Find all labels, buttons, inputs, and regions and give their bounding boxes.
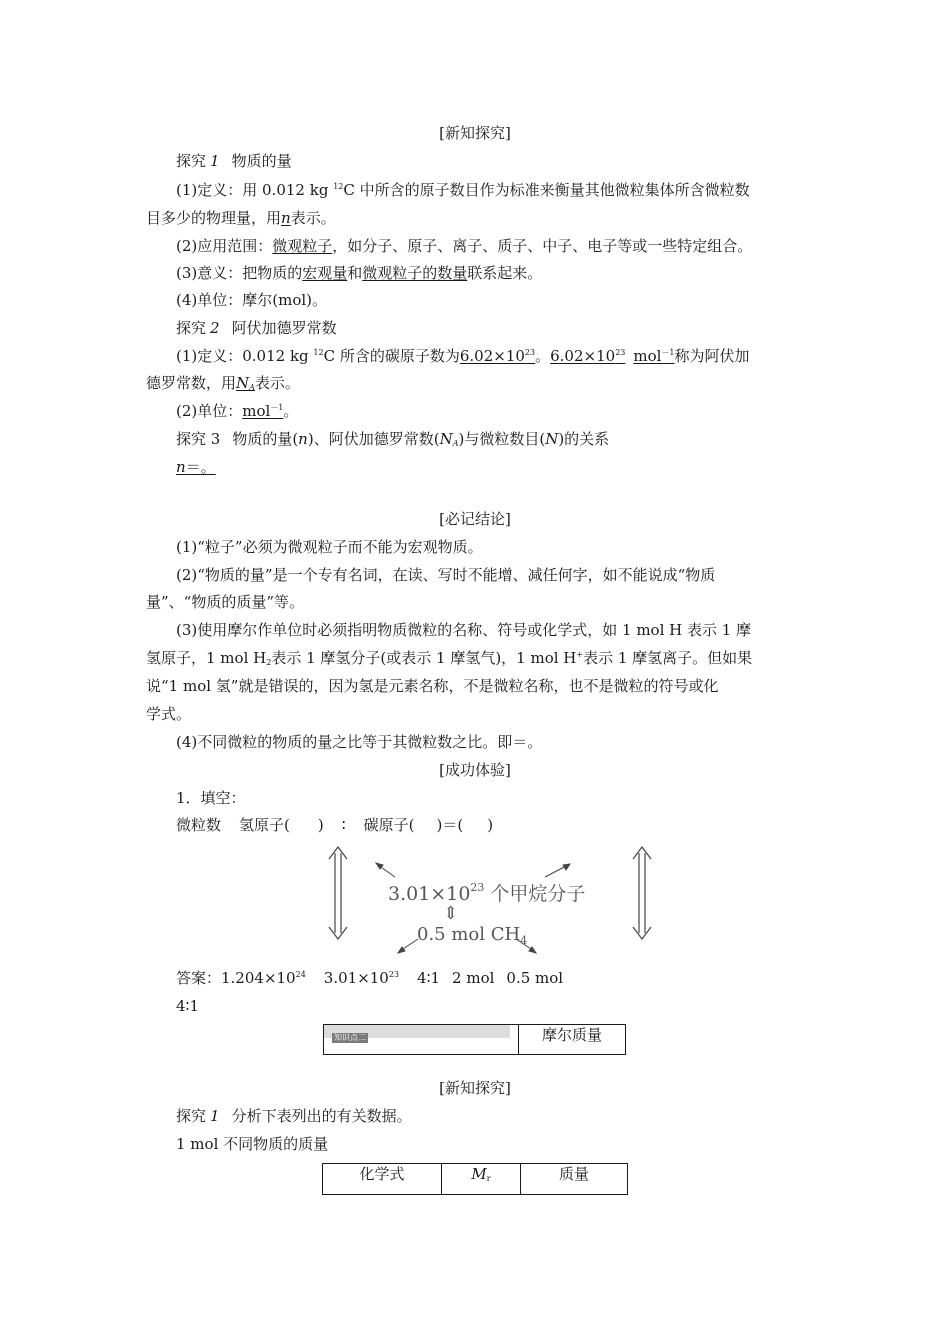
- explore-2-heading: 探究 2 阿伏加德罗常数: [176, 319, 337, 337]
- left-double-arrow-icon: [329, 847, 347, 939]
- conclusion-3-line-3: 说“1 mol 氢”就是错误的，因为氢是元素名称，不是微粒名称，也不是微粒的符号或化: [146, 677, 719, 695]
- explore-1-heading-2: 探究 1 分析下表列出的有关数据。: [176, 1107, 412, 1125]
- conclusion-2-line-1: (2)“物质的量”是一个专有名词，在读、写时不能增、减任何字，如不能说成“物质: [176, 566, 716, 584]
- diagram-moles: 0.5 mol $CH_4$: [417, 924, 528, 947]
- section-header-practice: [成功体验]: [439, 761, 511, 779]
- diagram-updown-arrow-icon: ⇕: [443, 903, 459, 924]
- answer-line: 答案：$1.204\times 10^{24}$ $3.01\times 10^{23}$ 4∶1 2 mol 0.5 mol: [176, 969, 564, 987]
- knowledge-point-title: 摩尔质量: [519, 1025, 626, 1055]
- table-header-row: [323, 1164, 628, 1195]
- section-header-new-knowledge: [新知探究]: [439, 124, 511, 142]
- conclusion-3-line-4: 学式。: [146, 705, 192, 723]
- answer-line-2: 4∶1: [176, 997, 199, 1015]
- knowledge-point-tag: 知识点二: [334, 1033, 366, 1042]
- conclusion-3-line-2: 氢原子，1 mol $H_2$表示 1 摩氢分子(或表示 1 摩氢气)，1 mol H+表示 1 摩氢离子。但如果: [146, 649, 753, 667]
- knowledge-point-box: [323, 1024, 626, 1055]
- section-header-conclusions: [必记结论]: [439, 510, 511, 528]
- table-caption: 1 mol 不同物质的质量: [176, 1135, 329, 1153]
- conclusion-1: (1)“粒子”必须为微观粒子而不能为宏观物质。: [176, 538, 483, 556]
- col-formula: 化学式: [323, 1164, 442, 1195]
- avogadro-unit: (2)单位：mol$^{-1}$。: [176, 402, 299, 420]
- scope-line: (2)应用范围：微观粒子，如分子、原子、离子、质子、中子、电子等或一些特定组合。: [176, 237, 753, 255]
- explore-1-heading: 探究 1 物质的量: [176, 152, 292, 170]
- conclusion-2-line-2: 量”、“物质的质量”等。: [146, 593, 305, 611]
- conversion-diagram: [320, 843, 660, 969]
- definition-line-2: 目多少的物理量，用n表示。: [146, 209, 336, 227]
- mass-table: [322, 1163, 628, 1195]
- fill-blank-row: 微粒数 氢原子( ) ∶ 碳原子( )＝( ): [176, 816, 494, 834]
- conclusion-4: (4)不同微粒的物质的量之比等于其微粒数之比。即＝。: [176, 733, 543, 751]
- unit-line: (4)单位：摩尔(mol)。: [176, 291, 328, 309]
- col-mr: $M_r$: [442, 1164, 521, 1195]
- definition-line-1: (1)定义：用 0.012 kg $^{12}$C 中所含的原子数目作为标准来衡量其他微粒集体所含微粒数: [176, 181, 750, 199]
- knowledge-point-tag-cell: [324, 1025, 519, 1055]
- avogadro-definition-2: 德罗常数，用$N_A$表示。: [146, 374, 300, 392]
- avogadro-definition-1: (1)定义：0.012 kg $^{12}$C 所含的碳原子数为$6.02\times 10^{23}$。$6.02\times 10^{23}$ mol$^{-1}$称为阿伏加: [176, 347, 750, 365]
- conclusion-3-line-1: (3)使用摩尔作单位时必须指明物质微粒的名称、符号或化学式，如 1 mol H 表示 1 摩: [176, 621, 752, 639]
- relation-formula: n＝。: [176, 458, 216, 476]
- col-mass: 质量: [521, 1164, 628, 1195]
- right-double-arrow-icon: [633, 847, 651, 939]
- section-header-new-knowledge-2: [新知探究]: [439, 1079, 511, 1097]
- question-1: 1．填空：: [176, 789, 246, 807]
- diagram-molecule-count: $3.01\times 10^{23}$ 个甲烷分子: [388, 881, 586, 905]
- explore-3-heading: 探究 3 物质的量(n)、阿伏加德罗常数$(N_A)$与微粒数目(N)的关系: [176, 430, 610, 448]
- meaning-line: (3)意义：把物质的宏观量和微观粒子的数量联系起来。: [176, 264, 543, 282]
